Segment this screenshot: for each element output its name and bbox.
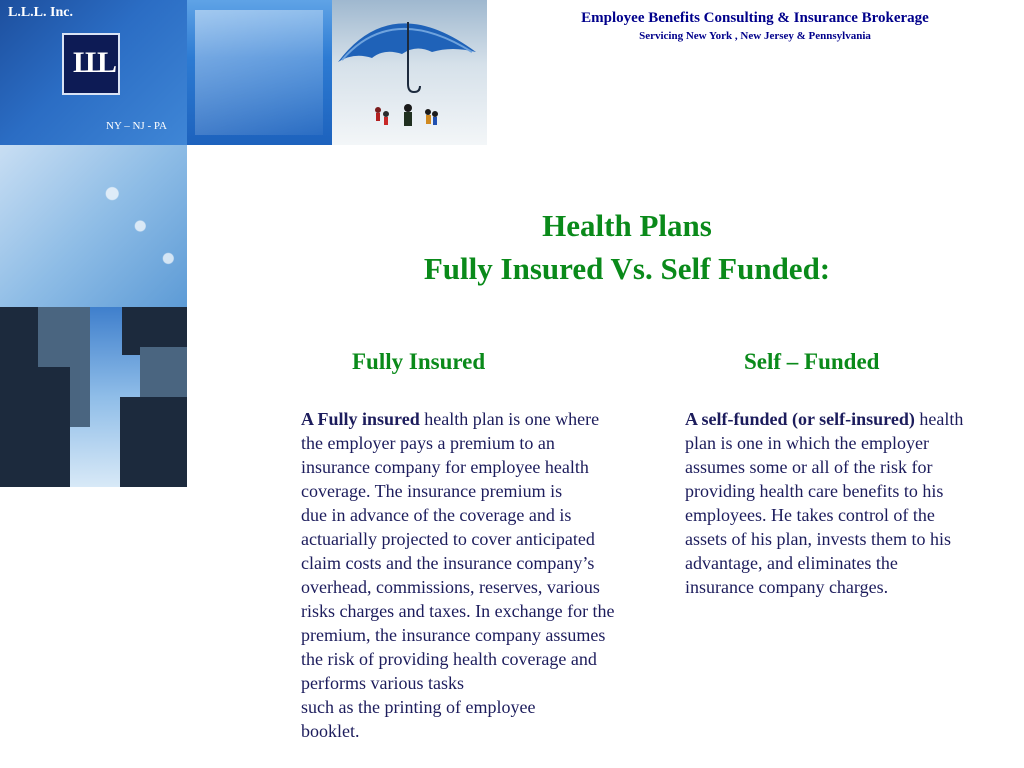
company-name: L.L.L. Inc. xyxy=(8,5,73,20)
text-line: assets of his plan, invests them to his xyxy=(685,529,951,549)
skyscrapers-image xyxy=(0,307,187,487)
text-line: claim costs and the insurance company’s xyxy=(301,553,595,573)
self-funded-lead: A self-funded (or self-insured) xyxy=(685,409,915,429)
text-line: such as the printing of employee xyxy=(301,697,536,717)
text-line: A Fully insured health plan is one where xyxy=(301,409,600,429)
company-logo-tile xyxy=(0,0,187,145)
blue-abstract-image xyxy=(187,0,332,145)
slide-title-line1: Health Plans xyxy=(542,208,712,243)
self-funded-heading: Self – Funded xyxy=(744,349,880,374)
text-line: assumes some or all of the risk for xyxy=(685,457,933,477)
text-line: A self-funded (or self-insured) health xyxy=(685,409,964,429)
text-line: employees. He takes control of the xyxy=(685,505,935,525)
text-line: the employer pays a premium to an xyxy=(301,433,555,453)
umbrella-image xyxy=(332,0,487,145)
self-funded-description xyxy=(685,407,1015,599)
text-line: insurance company for employee health xyxy=(301,457,589,477)
text-line: advantage, and eliminates the xyxy=(685,553,898,573)
fully-insured-heading: Fully Insured xyxy=(352,349,486,374)
text-line: the risk of providing health coverage and xyxy=(301,649,597,669)
text-line: overhead, commissions, reserves, various xyxy=(301,577,600,597)
lll-logo: LLL xyxy=(62,33,120,95)
text-line: performs various tasks xyxy=(301,673,464,693)
fully-insured-description xyxy=(301,407,661,743)
text-line: providing health care benefits to his xyxy=(685,481,944,501)
bubble-texture-image xyxy=(0,145,187,307)
text-line: due in advance of the coverage and is xyxy=(301,505,572,525)
text-line: actuarially projected to cover anticipated xyxy=(301,529,595,549)
text-line: coverage. The insurance premium is xyxy=(301,481,563,501)
service-regions: NY – NJ - PA xyxy=(106,120,167,132)
fully-insured-lead: A Fully insured xyxy=(301,409,420,429)
text-line: insurance company charges. xyxy=(685,577,889,597)
text-line: risks charges and taxes. In exchange for the xyxy=(301,601,615,621)
text-line: premium, the insurance company assumes xyxy=(301,625,606,645)
header-title: Employee Benefits Consulting & Insurance Brokerage xyxy=(581,10,929,26)
text-line: plan is one in which the employer xyxy=(685,433,929,453)
header-subtitle: Servicing New York , New Jersey & Pennsylvania xyxy=(639,30,871,42)
slide-title xyxy=(330,204,924,290)
text-line: booklet. xyxy=(301,721,360,741)
slide-title-line2: Fully Insured Vs. Self Funded: xyxy=(423,251,831,286)
